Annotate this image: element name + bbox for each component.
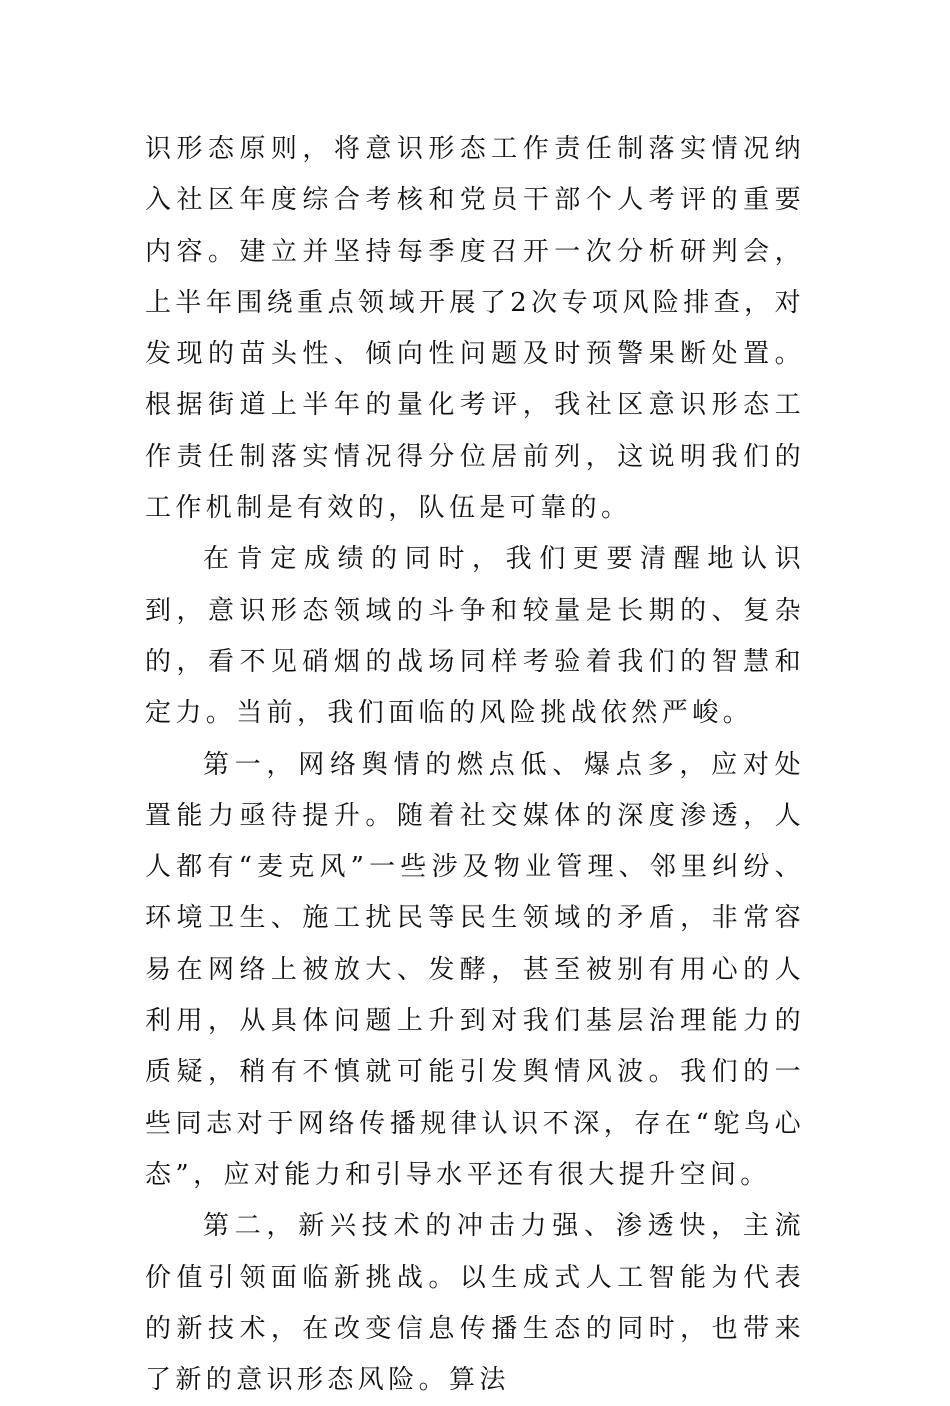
paragraph-3: 第一，网络舆情的燃点低、爆点多，应对处置能力亟待提升。随着社交媒体的深度渗透，人人都有“麦克风”一些涉及物业管理、邻里纠纷、环境卫生、施工扰民等民生领域的矛盾，非常容易在网络上被放大、发酵，甚至被别有用心的人利用，从具体问题上升到对我们基层治理能力的质疑，稍有不慎就可能引发舆情风波。我们的一些同志对于网络传播规律认识不深，存在“鸵鸟心态”，应对能力和引导水平还有很大提升空间。 xyxy=(145,749,805,1190)
paragraph-2: 在肯定成绩的同时，我们更要清醒地认识到，意识形态领域的斗争和较量是长期的、复杂的，看不见硝烟的战场同样考验着我们的智慧和定力。当前，我们面临的风险挑战依然严峻。 xyxy=(145,544,805,729)
paragraph-4: 第二，新兴技术的冲击力强、渗透快，主流价值引领面临新挑战。以生成式人工智能为代表的新技术，在改变信息传播生态的同时，也带来了新的意识形态风险。算法 xyxy=(145,1211,805,1396)
paragraph-1: 识形态原则，将意识形态工作责任制落实情况纳入社区年度综合考核和党员干部个人考评的重要内容。建立并坚持每季度召开一次分析研判会，上半年围绕重点领域开展了2次专项风险排查，对发现的苗头性、倾向性问题及时预警果断处置。根据街道上半年的量化考评，我社区意识形态工作责任制落实情况得分位居前列，这说明我们的工作机制是有效的，队伍是可靠的。 xyxy=(145,134,805,524)
document-body xyxy=(145,124,805,1406)
